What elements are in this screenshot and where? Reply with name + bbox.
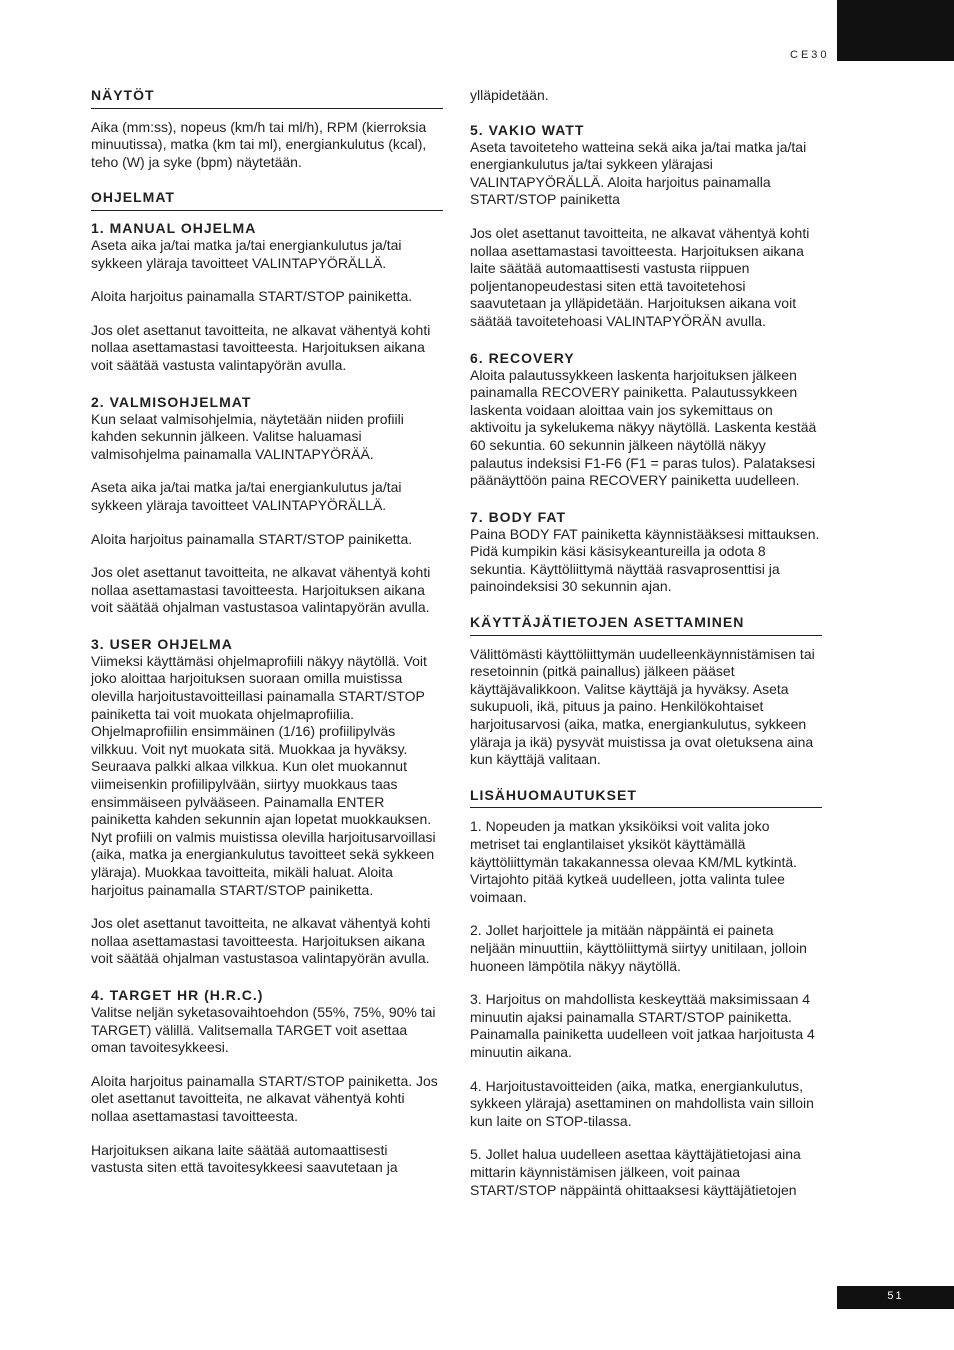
section-bodyfat <box>470 508 822 596</box>
section-target <box>91 986 443 1177</box>
paragraph: Kun selaat valmisohjelmia, näytetään niiden profiili kahden sekunnin jälkeen. Valitse haluamasi valmisohjelma painamalla VALINTAPYÖRÄÄ. <box>91 410 404 462</box>
paragraph: Välittömästi käyttöliittymän uudelleenkäynnistämisen tai resetoinnin (pitkä painallus) jälkeen pääset käyttäjävalikkoon. Valitse käyttäjä ja hyväksy. Aseta sukupuoli, ikä, pituus ja paino. Henkilökohtaiset harjoitusarvosi (aika, matka, energiankulutus, sykkeen yläraja ja ikä) pysyvät muistissa ja ovat oletuksena aina kun käyttäjä valitaan. <box>470 645 815 768</box>
heading-target: 4. TARGET HR (H.R.C.) <box>91 986 264 1003</box>
section-kayttaja <box>470 614 822 769</box>
section-manual <box>91 219 443 375</box>
paragraph: Aloita harjoitus painamalla START/STOP painiketta. <box>91 530 413 547</box>
left-column <box>91 87 443 1195</box>
right-column <box>470 87 822 1217</box>
paragraph: Aika (mm:ss), nopeus (km/h tai ml/h), RPM (kierroksia minuutissa), matka (km tai ml), energiankulutus (kcal), teho (W) ja syke (bpm) näytetään. <box>91 118 427 170</box>
paragraph: Jos olet asettanut tavoitteita, ne alkavat vähentyä kohti nollaa asettamastasi tavoitteesta. Harjoituksen aikana voit säätää ohjalman vastustasoa valintapyörän avulla. <box>91 915 431 967</box>
paragraph: Aseta aika ja/tai matka ja/tai energiankulutus ja/tai sykkeen yläraja tavoitteet VALINTAPYÖRÄLLÄ. <box>91 479 402 513</box>
corner-block <box>837 0 954 61</box>
paragraph: Viimeksi käyttämäsi ohjelmaprofiili näkyy näytöllä. Voit joko aloittaa harjoituksen suoraan omilla muistissa olevilla harjoitustavoitteillasi painamalla START/STOP painiketta tai voit muokata ohjelmaprofiilia. Ohjelmaprofiilin ensimmäinen (1/16) profiilipylväs vilkkuu. Voit nyt muokata sitä. Muokkaa ja hyväksy. Seuraava palkki alkaa vilkkua. Kun olet muokannut viimeisenkin profiilipylvään, siirtyy muokkaus taas ensimmäiseen pylvääseen. Painamalla ENTER painiketta kahden sekunnin ajan lopetat muokkauksen. Nyt profiili on valmis muistissa olevilla harjoitusarvoillasi (aika, matka ja energiankulutus tavoitteet sekä sykkeen yläraja). Muokkaa tavoitteita, mikäli haluat. Aloita harjoitus painamalla START/STOP painiketta. <box>91 652 436 898</box>
heading-watt: 5. VAKIO WATT <box>470 121 585 138</box>
paragraph: 1. Nopeuden ja matkan yksiköiksi voit valita joko metriset tai englantilaiset yksiköt käyttämällä käyttöliittymän takakannessa olevaa KM/ML kytkintä. Virtajohto pitää kytkeä uudelleen, jotta valinta tulee voimaan. <box>470 818 798 905</box>
paragraph: Jos olet asettanut tavoitteita, ne alkavat vähentyä kohti nollaa asettamastasi tavoitteesta. Harjoituksen aikana voit säätää ohjalman vastustasoa valintapyörän avulla. <box>91 564 431 616</box>
heading-valmis: 2. VALMISOHJELMAT <box>91 393 252 410</box>
heading-recovery: 6. RECOVERY <box>470 349 575 366</box>
paragraph: 2. Jollet harjoittele ja mitään näppäintä ei paineta neljään minuuttiin, käyttöliittymä siirtyy unitilaan, jolloin huoneen lämpötila näkyy näytöllä. <box>470 922 807 974</box>
paragraph: Aloita harjoitus painamalla START/STOP painiketta. <box>91 288 413 305</box>
paragraph: 3. Harjoitus on mahdollista keskeyttää maksimissaan 4 minuutin ajaksi painamalla START/STOP painiketta. Painamalla painiketta uudelleen voit jatkaa harjoitusta 4 minuutin aikana. <box>470 991 815 1060</box>
paragraph-continued: ylläpidetään. <box>470 87 549 103</box>
paragraph: Valitse neljän syketasovaihtoehdon (55%, 75%, 90% tai TARGET) välillä. Valitsemalla TARGET voit asettaa oman tavoitesykkeesi. <box>91 1003 436 1056</box>
paragraph: Jos olet asettanut tavoitteita, ne alkavat vähentyä kohti nollaa asettamastasi tavoitteesta. Harjoituksen aikana laite säätää automaattisesti vastusta riippuen poljentanopeudestasi siten että tavoitetehosi saavutetaan ja ylläpidetään. Harjoituksen aikana voit säätää tavoitetehoasi VALINTAPYÖRÄN avulla. <box>470 224 810 329</box>
paragraph: Aloita harjoitus painamalla START/STOP painiketta. Jos olet asettanut tavoitteita, ne alkavat vähentyä kohti nollaa asettamastasi tavoitteesta. <box>91 1072 438 1124</box>
section-watt <box>470 121 822 331</box>
paragraph: Harjoituksen aikana laite säätää automaattisesti vastusta siten että tavoitesykkeesi saavutetaan ja <box>91 1141 398 1176</box>
paragraph: Aseta tavoiteteho watteina sekä aika ja/tai matka ja/tai energiankulutus ja/tai sykkeen ylärajasi VALINTAPYÖRÄLLÄ. Aloita harjoitus painamalla START/STOP painiketta <box>470 138 807 208</box>
paragraph: Paina BODY FAT painiketta käynnistääksesi mittauksen. Pidä kumpikin käsi käsisykeantureilla ja odota 8 sekuntia. Käyttöliittymä näyttää rasvaprosenttisi ja painoindeksisi 30 sekunnin ajan. <box>470 525 820 595</box>
heading-naytot: NÄYTÖT <box>91 87 443 109</box>
paragraph: 4. Harjoitustavoitteiden (aika, matka, energiankulutus, sykkeen yläraja) asettaminen on mahdollista vain silloin kun laite on STOP-tilassa. <box>470 1077 814 1129</box>
heading-user: 3. USER OHJELMA <box>91 635 233 652</box>
section-ohjelmat <box>91 189 443 211</box>
model-name: CE30 <box>790 49 830 61</box>
section-recovery <box>470 349 822 490</box>
heading-bodyfat: 7. BODY FAT <box>470 508 567 525</box>
paragraph: 5. Jollet halua uudelleen asettaa käyttäjätietojasi aina mittarin käynnistämisen jälkeen, voit painaa START/STOP näppäintä ohittaaksesi käyttäjätietojen <box>470 1146 801 1198</box>
paragraph: Jos olet asettanut tavoitteita, ne alkavat vähentyä kohti nollaa asettamastasi tavoitteesta. Harjoituksen aikana voit säätää vastusta valintapyörän avulla. <box>91 321 431 373</box>
heading-ohjelmat: OHJELMAT <box>91 189 443 211</box>
paragraph: Aloita palautussykkeen laskenta harjoituksen jälkeen painamalla RECOVERY painiketta. Palautussykkeen laskenta voidaan aloittaa vain jos sykemittaus on aktivoitu ja sykelukema näkyy näytöllä. Laskenta kestää 60 sekuntia. 60 sekunnin jälkeen näytöllä näkyy palautus indeksisi F1-F6 (F1 = paras tulos). Palataksesi päänäyttöön paina RECOVERY painiketta uudelleen. <box>470 366 817 489</box>
section-user <box>91 635 443 968</box>
section-naytot <box>91 87 443 171</box>
section-valmis <box>91 393 443 617</box>
heading-lisa: LISÄHUOMAUTUKSET <box>470 787 822 809</box>
paragraph: Aseta aika ja/tai matka ja/tai energiankulutus ja/tai sykkeen yläraja tavoitteet VALINTAPYÖRÄLLÄ. <box>91 236 402 271</box>
heading-kayttaja: KÄYTTÄJÄTIETOJEN ASETTAMINEN <box>470 614 822 636</box>
heading-manual: 1. MANUAL OHJELMA <box>91 219 257 236</box>
section-lisa <box>470 787 822 1199</box>
page-number: 51 <box>837 1286 954 1309</box>
